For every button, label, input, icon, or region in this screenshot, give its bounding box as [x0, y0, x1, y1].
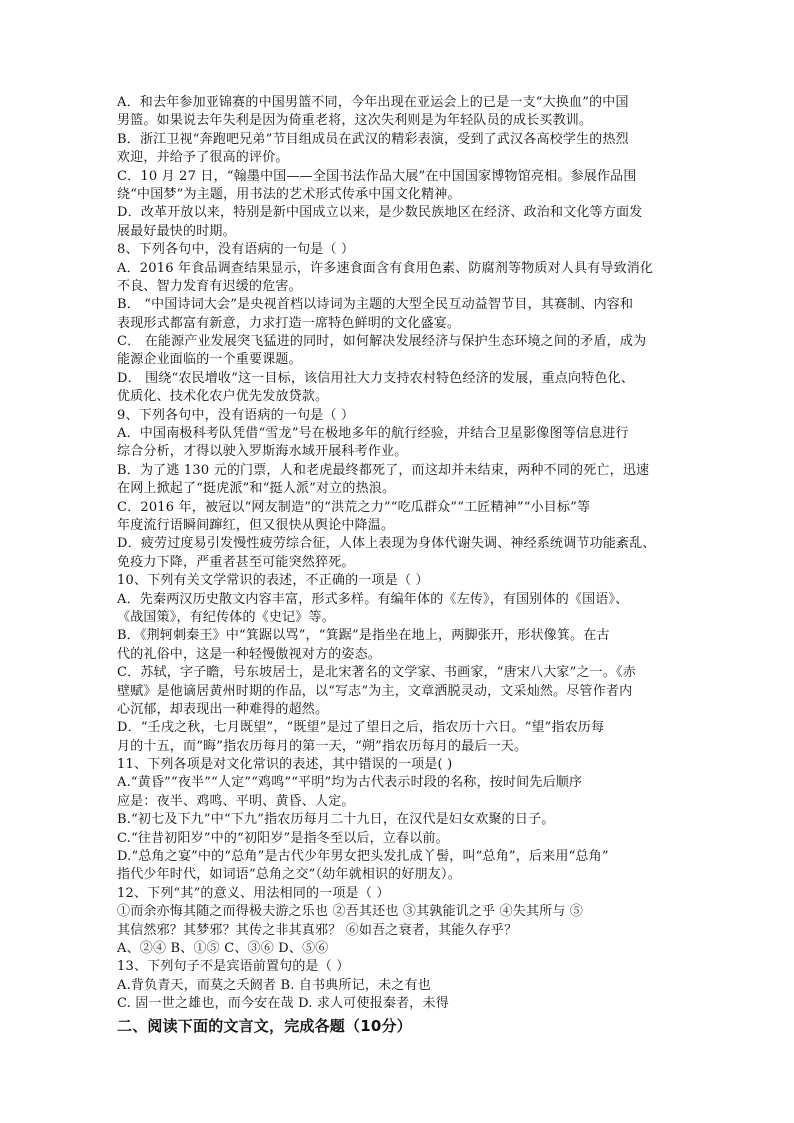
text-line: 展最好最快的时期。	[117, 223, 236, 239]
text-line: 13、下列句子不是宾语前置句的是（ ）	[117, 959, 350, 975]
text-line: 不良、智力发育有迟缓的危害。	[117, 278, 302, 294]
text-line: D.“总角之宴”中的“总角”是古代少年男女把头发扎成丫髻，叫“总角”，后来用“总角”	[117, 849, 609, 865]
text-line: 代的礼俗中，这是一种轻慢傲视对方的姿态。	[117, 646, 382, 662]
text-line: 综合分析，才得以驶入罗斯海水域开展科考作业。	[117, 444, 408, 460]
text-line: ①而余亦悔其随之而得极夫游之乐也 ②吾其还也 ③其孰能讥之乎 ④失其所与 ⑤	[117, 904, 584, 920]
text-line: C． 在能源产业发展突飞猛进的同时，如何解决发展经济与保护生态环境之间的矛盾，成为	[117, 334, 647, 350]
text-line: 壁赋》是他谪居黄州时期的作品，以“写志”为主，文章洒脱灵动，文采灿然。尽管作者内	[117, 683, 633, 699]
text-line: 指代少年时代，如词语“总角之交”（幼年就相识的好朋友）。	[117, 867, 461, 883]
text-line: 其信然邪？其梦邪？其传之非其真邪？ ⑥如吾之衰者，其能久存乎？	[117, 922, 518, 938]
text-line: 免疫力下降，严重者甚至可能突然猝死。	[117, 554, 355, 570]
text-line: 10、下列有关文学常识的表述，不正确的一项是（ ）	[117, 573, 429, 589]
text-line: 优质化、技术化农户优先发放贷款。	[117, 389, 329, 405]
text-line: 月的十五，而“晦”指农历每月的第一天，“朔”指农历每月的最后一天。	[117, 738, 528, 754]
text-line: D．“壬戌之秋，七月既望”，“既望”是过了望日之后，指农历十六日。“望”指农历每	[117, 720, 605, 736]
text-line: 《战国策》，有纪传体的《史记》等。	[117, 609, 335, 625]
text-line: B．为了逃 130 元的门票，人和老虎最终都死了，而这却并未结束，两种不同的死亡，迅速	[117, 462, 650, 478]
text-line: 欢迎，并给予了很高的评价。	[117, 150, 289, 166]
text-line: 年度流行语瞬间蹿红，但又很快从舆论中降温。	[117, 517, 395, 533]
text-line: 在网上掀起了“挺虎派”和“挺人派”对立的热浪。	[117, 481, 396, 497]
text-line: 心沉郁，却表现出一种难得的超然。	[117, 701, 329, 717]
text-line: B．《荆轲刺秦王》中“箕踞以骂”，“箕踞”是指坐在地上，两脚张开，形状像箕。在古	[117, 628, 610, 644]
text-line: 12、下列“其”的意义、用法相同的一项是（ ）	[117, 885, 390, 901]
text-line: D． 围绕“农民增收”这一目标，该信用社大力支持农村特色经济的发展，重点向特色化、	[117, 370, 635, 386]
text-line: D．改革开放以来，特别是新中国成立以来，是少数民族地区在经济、政治和文化等方面发	[117, 205, 643, 221]
text-line: 8、下列各句中，没有语病的一句是（ ）	[117, 242, 355, 258]
text-line: A.背负青天，而莫之夭阏者 B. 自书典所记，未之有也	[117, 977, 431, 993]
section-heading: 二、阅读下面的文言文，完成各题（10分）	[117, 1016, 412, 1035]
text-line: 男篮。如果说去年失利是因为倚重老将，这次失利则是为年轻队员的成长买教训。	[117, 113, 593, 129]
text-line: B.“初七及下九”中“下九”指农历每月二十九日，在汉代是妇女欢聚的日子。	[117, 812, 555, 828]
text-line: C．10 月 27 日，“翰墨中国——全国书法作品大展”在中国国家博物馆亮相。参展作品围	[117, 168, 637, 184]
text-line: D．疲劳过度易引发慢性疲劳综合征，人体上表现为身体代谢失调、神经系统调节功能紊乱、	[117, 536, 656, 552]
text-line: 9、下列各句中，没有语病的一句是（ ）	[117, 407, 355, 423]
text-line: A、②④ B、①⑤ C、③⑥ D、⑤⑥	[117, 940, 329, 956]
text-line: C．苏轼，字子瞻，号东坡居士，是北宋著名的文学家、书画家，“唐宋八大家”之一。《赤	[117, 665, 636, 681]
text-line: 绕“中国梦”为主题，用书法的艺术形式传承中国文化精神。	[117, 186, 461, 202]
text-line: A．中国南极科考队凭借“雪龙”号在极地多年的航行经验，并结合卫星影像图等信息进行	[117, 426, 629, 442]
text-line: A.“黄昏”“夜半”“人定”“鸡鸣”“平明”均为古代表示时段的名称，按时间先后顺序	[117, 775, 583, 791]
text-line: A．2016 年食品调查结果显示，许多速食面含有食用色素、防腐剂等物质对人具有导致消化	[117, 260, 654, 276]
text-line: 表现形式都富有新意，力求打造一席特色鲜明的文化盛宴。	[117, 315, 461, 331]
text-line: 11、下列各项是对文化常识的表述，其中错误的一项是( )	[117, 757, 453, 773]
text-line: B． “中国诗词大会”是央视首档以诗词为主题的大型全民互动益智节目，其赛制、内容和	[117, 297, 634, 313]
text-line: 能源企业面临的一个重要课题。	[117, 352, 302, 368]
text-line: C. 固一世之雄也，而今安在哉 D. 求人可使报秦者，未得	[117, 996, 449, 1012]
text-line: A．先秦两汉历史散文内容丰富，形式多样。有编年体的《左传》，有国别体的《国语》、	[117, 591, 629, 607]
text-line: C．2016 年，被冠以“网友制造”的“洪荒之力”“吃瓜群众”“工匠精神”“小目标”等	[117, 499, 591, 515]
text-line: 应是：夜半、鸡鸣、平明、黄昏、人定。	[117, 793, 355, 809]
text-line: A．和去年参加亚锦赛的中国男篮不同，今年出现在亚运会上的已是一支“大换血”的中国	[117, 95, 629, 110]
text-line: B．浙江卫视“奔跑吧兄弟”节目组成员在武汉的精彩表演，受到了武汉各高校学生的热烈	[117, 131, 629, 147]
text-line: C.“往昔初阳岁”中的“初阳岁”是指冬至以后，立春以前。	[117, 830, 449, 846]
document-page	[117, 94, 677, 1037]
